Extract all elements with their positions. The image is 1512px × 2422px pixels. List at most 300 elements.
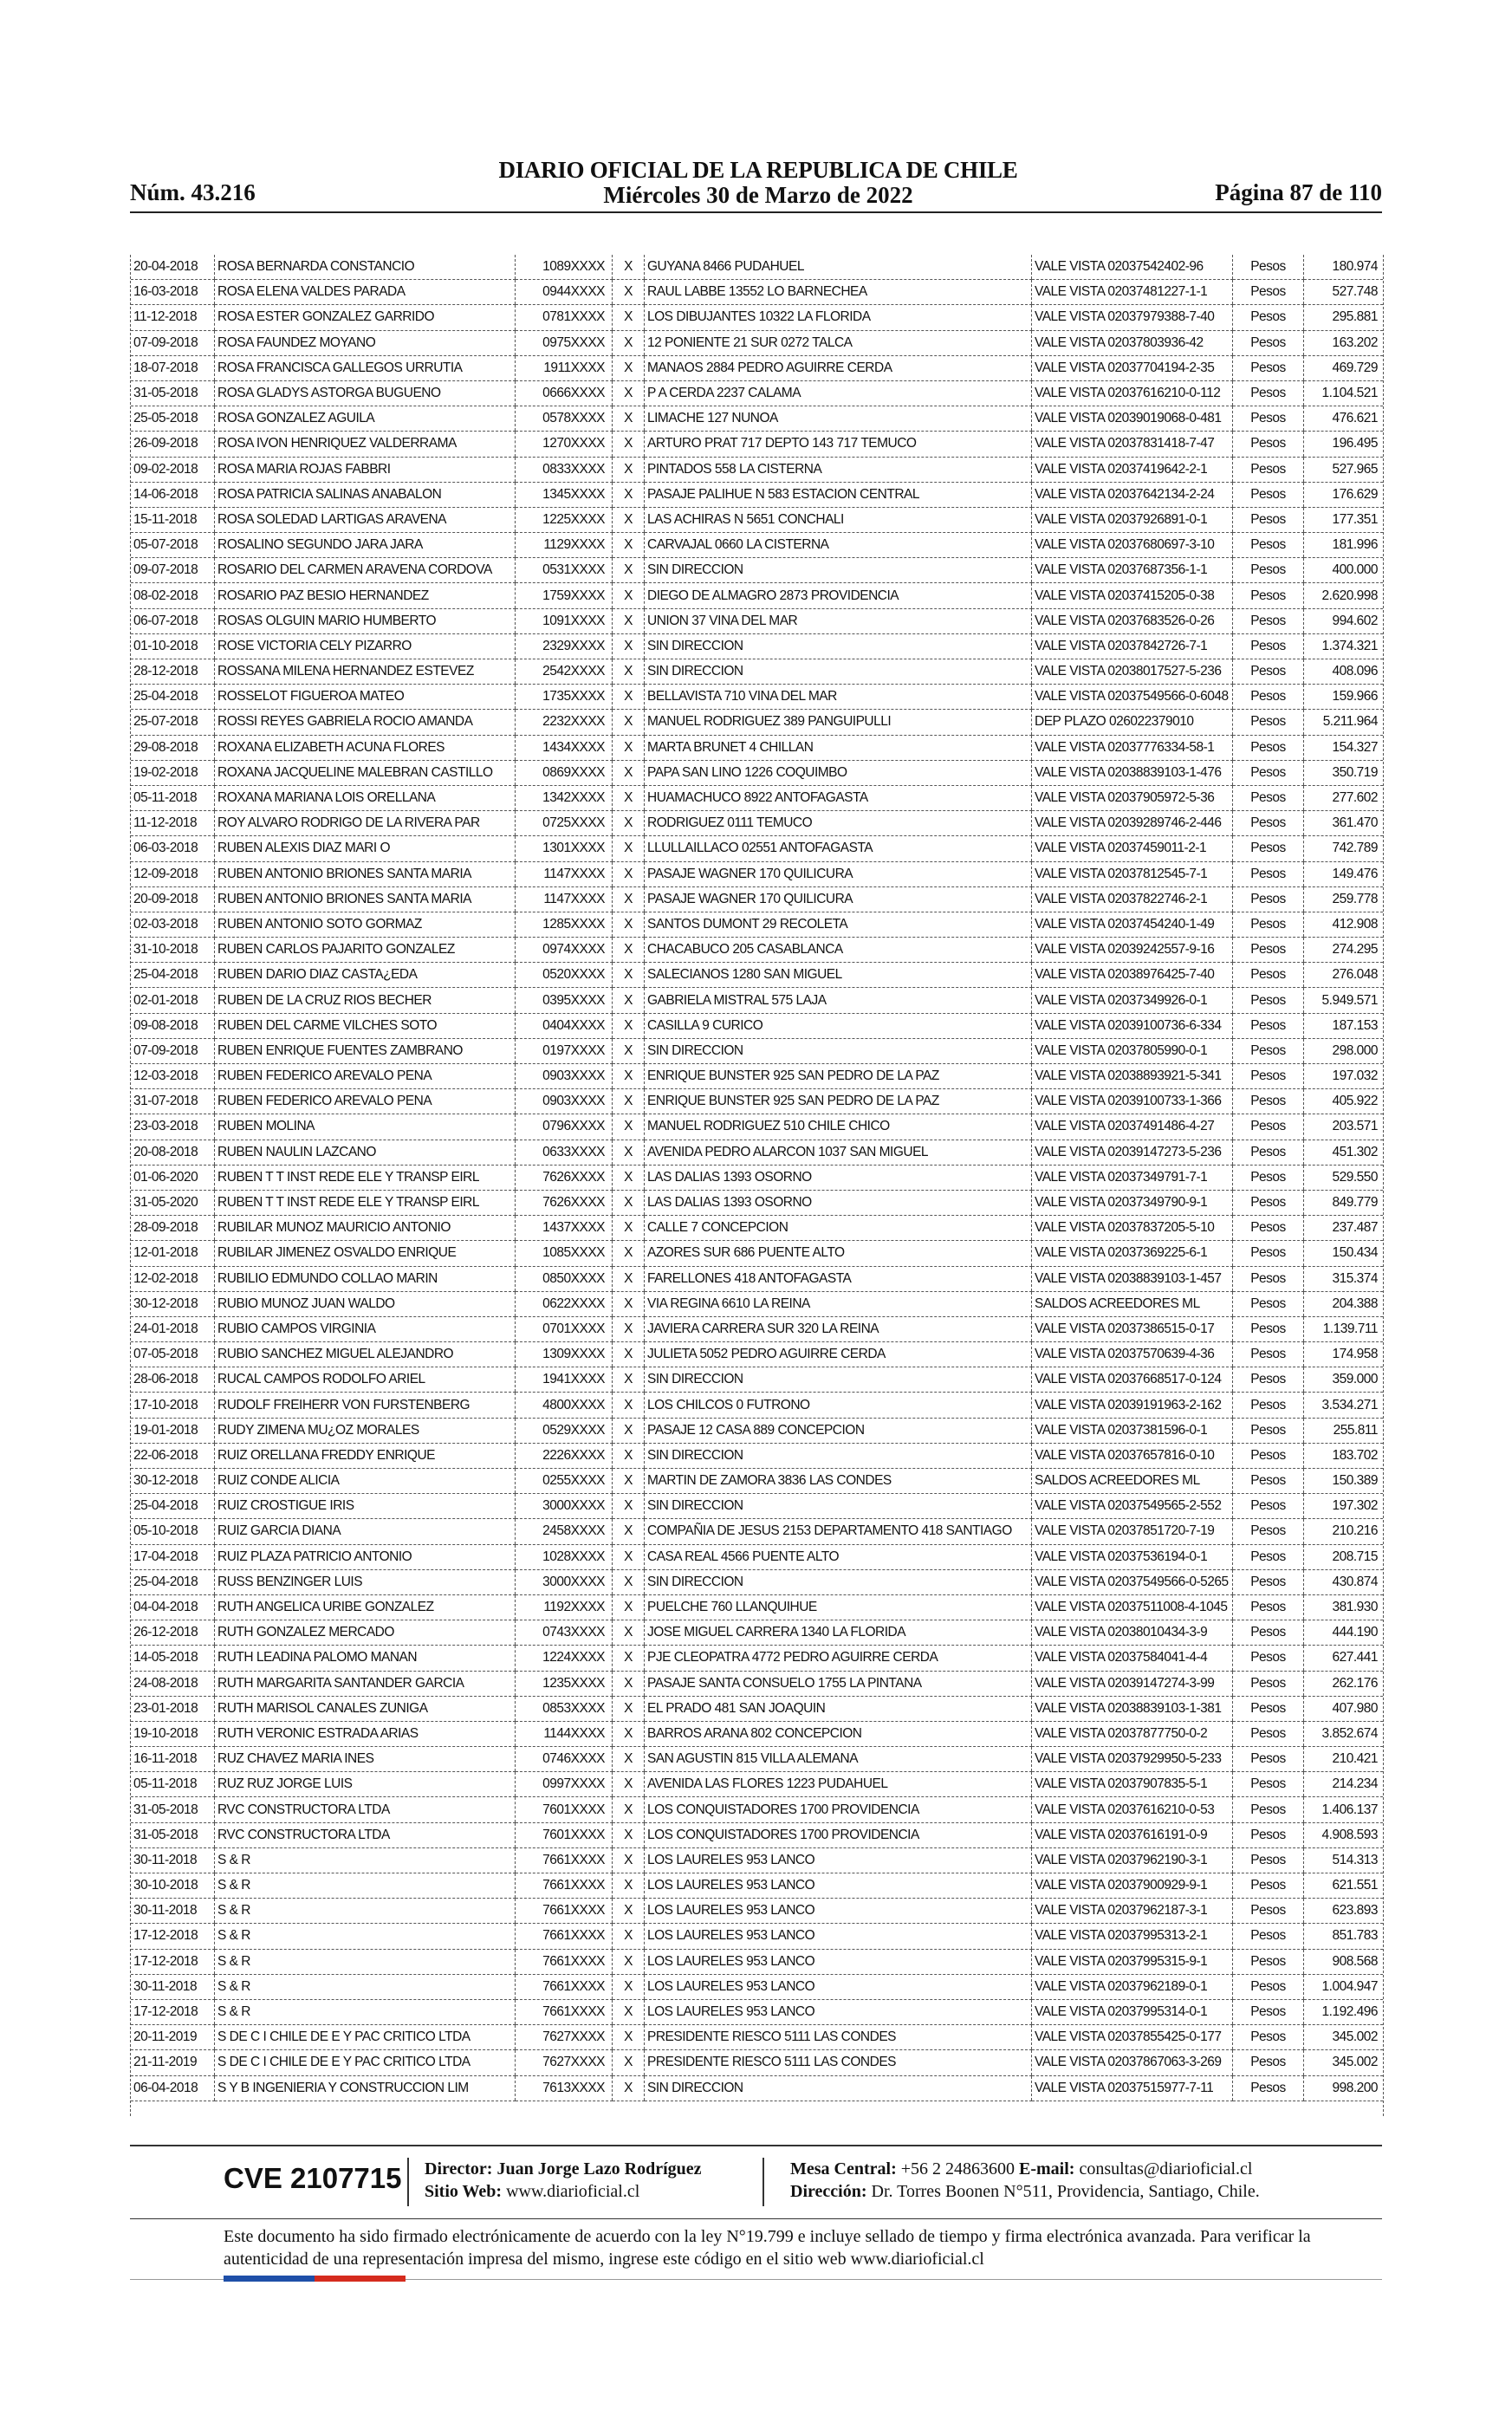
currency-cell: Pesos	[1233, 1190, 1304, 1215]
currency-cell: Pesos	[1233, 1847, 1304, 1873]
date-cell: 06-07-2018	[131, 608, 215, 633]
table-row	[131, 1140, 1383, 1165]
name-cell: ROSA PATRICIA SALINAS ANABALON	[215, 482, 516, 507]
amount-cell: 214.234	[1304, 1772, 1384, 1797]
currency-cell: Pesos	[1233, 305, 1304, 330]
address-cell: PASAJE SANTA CONSUELO 1755 LA PINTANA	[645, 1671, 1032, 1696]
name-cell: S & R	[215, 1974, 516, 1999]
document-cell: VALE VISTA 02038010434-3-9	[1032, 1620, 1233, 1646]
document-cell: VALE VISTA 02037803936-42	[1032, 330, 1233, 355]
date-cell: 11-12-2018	[131, 811, 215, 836]
amount-cell: 196.495	[1304, 432, 1384, 457]
currency-cell: Pesos	[1233, 659, 1304, 685]
rut-cell: 1434XXXX	[516, 735, 613, 760]
rut-cell: 1437XXXX	[516, 1216, 613, 1241]
mark-cell: X	[613, 1443, 645, 1468]
date-cell: 30-11-2018	[131, 1974, 215, 1999]
rut-cell: 1192XXXX	[516, 1594, 613, 1620]
mark-cell: X	[613, 811, 645, 836]
currency-cell: Pesos	[1233, 1646, 1304, 1671]
mark-cell: X	[613, 1418, 645, 1443]
flag-stripe-red	[315, 2276, 406, 2282]
name-cell: ROY ALVARO RODRIGO DE LA RIVERA PAR	[215, 811, 516, 836]
date-cell: 12-03-2018	[131, 1064, 215, 1089]
document-cell: VALE VISTA 02037668517-0-124	[1032, 1367, 1233, 1393]
mark-cell: X	[613, 886, 645, 912]
address-cell: LAS DALIAS 1393 OSORNO	[645, 1165, 1032, 1190]
document-cell: VALE VISTA 02037680697-3-10	[1032, 533, 1233, 558]
newspaper-title: DIARIO OFICIAL DE LA REPUBLICA DE CHILE	[498, 157, 1018, 183]
mark-cell: X	[613, 710, 645, 735]
address-cell: CASILLA 9 CURICO	[645, 1013, 1032, 1038]
date-cell: 01-10-2018	[131, 633, 215, 659]
name-cell: RUTH GONZALEZ MERCADO	[215, 1620, 516, 1646]
name-cell: ROSSELOT FIGUEROA MATEO	[215, 685, 516, 710]
address-cell: PRESIDENTE RIESCO 5111 LAS CONDES	[645, 2050, 1032, 2075]
name-cell: RUBEN FEDERICO AREVALO PENA	[215, 1089, 516, 1114]
name-cell: ROSA FAUNDEZ MOYANO	[215, 330, 516, 355]
name-cell: RUBIO SANCHEZ MIGUEL ALEJANDRO	[215, 1342, 516, 1367]
rut-cell: 1144XXXX	[516, 1721, 613, 1746]
name-cell: RUIZ PLAZA PATRICIO ANTONIO	[215, 1544, 516, 1569]
table-row	[131, 457, 1383, 482]
issue-number: Núm. 43.216	[130, 179, 256, 205]
date-cell: 05-07-2018	[131, 533, 215, 558]
name-cell: RUBILIO EDMUNDO COLLAO MARIN	[215, 1266, 516, 1291]
address-cell: JULIETA 5052 PEDRO AGUIRRE CERDA	[645, 1342, 1032, 1367]
currency-cell: Pesos	[1233, 811, 1304, 836]
amount-cell: 197.032	[1304, 1064, 1384, 1089]
amount-cell: 412.908	[1304, 912, 1384, 937]
date-cell: 25-04-2018	[131, 1494, 215, 1519]
date-cell: 02-03-2018	[131, 912, 215, 937]
document-cell: VALE VISTA 02038839103-1-381	[1032, 1696, 1233, 1721]
address-cell: SIN DIRECCION	[645, 633, 1032, 659]
amount-cell: 210.421	[1304, 1747, 1384, 1772]
address-cell: PRESIDENTE RIESCO 5111 LAS CONDES	[645, 2025, 1032, 2050]
mark-cell: X	[613, 633, 645, 659]
rut-cell: 1911XXXX	[516, 355, 613, 380]
currency-cell: Pesos	[1233, 558, 1304, 583]
name-cell: RUTH LEADINA PALOMO MANAN	[215, 1646, 516, 1671]
table-row	[131, 1646, 1383, 1671]
currency-cell: Pesos	[1233, 1140, 1304, 1165]
currency-cell: Pesos	[1233, 533, 1304, 558]
site-link[interactable]: www.diarioficial.cl	[506, 2182, 640, 2201]
amount-cell: 197.302	[1304, 1494, 1384, 1519]
name-cell: S & R	[215, 1949, 516, 1974]
table-row	[131, 912, 1383, 937]
mark-cell: X	[613, 836, 645, 861]
footer-separator	[762, 2158, 764, 2206]
date-cell: 19-01-2018	[131, 1418, 215, 1443]
rut-cell: 0666XXXX	[516, 380, 613, 406]
date-cell: 04-04-2018	[131, 1594, 215, 1620]
mark-cell: X	[613, 1747, 645, 1772]
document-cell: VALE VISTA 02037616210-0-112	[1032, 380, 1233, 406]
address-cell: SIN DIRECCION	[645, 1494, 1032, 1519]
rut-cell: 1309XXXX	[516, 1342, 613, 1367]
amount-cell: 851.783	[1304, 1924, 1384, 1949]
currency-cell: Pesos	[1233, 1797, 1304, 1822]
amount-cell: 908.568	[1304, 1949, 1384, 1974]
amount-cell: 514.313	[1304, 1847, 1384, 1873]
currency-cell: Pesos	[1233, 1494, 1304, 1519]
name-cell: RVC CONSTRUCTORA LTDA	[215, 1797, 516, 1822]
rut-cell: 0997XXXX	[516, 1772, 613, 1797]
mark-cell: X	[613, 1772, 645, 1797]
date-cell: 05-11-2018	[131, 1772, 215, 1797]
amount-cell: 1.374.321	[1304, 633, 1384, 659]
table-row	[131, 1847, 1383, 1873]
rut-cell: 1301XXXX	[516, 836, 613, 861]
currency-cell: Pesos	[1233, 760, 1304, 785]
name-cell: RUBEN ENRIQUE FUENTES ZAMBRANO	[215, 1038, 516, 1063]
amount-cell: 527.748	[1304, 280, 1384, 305]
name-cell: RUBEN NAULIN LAZCANO	[215, 1140, 516, 1165]
date-cell: 14-06-2018	[131, 482, 215, 507]
table-row	[131, 735, 1383, 760]
currency-cell: Pesos	[1233, 1594, 1304, 1620]
document-cell: VALE VISTA 02037926891-0-1	[1032, 507, 1233, 532]
table-row	[131, 785, 1383, 810]
director-name: Juan Jorge Lazo Rodríguez	[496, 2159, 702, 2179]
address-cell: MARTA BRUNET 4 CHILLAN	[645, 735, 1032, 760]
amount-cell: 627.441	[1304, 1646, 1384, 1671]
email-link[interactable]: consultas@diarioficial.cl	[1079, 2159, 1253, 2179]
amount-cell: 469.729	[1304, 355, 1384, 380]
table-row	[131, 1316, 1383, 1341]
document-cell: VALE VISTA 02039289746-2-446	[1032, 811, 1233, 836]
rut-cell: 0531XXXX	[516, 558, 613, 583]
address-cell: LOS CHILCOS 0 FUTRONO	[645, 1393, 1032, 1418]
address-cell: CARVAJAL 0660 LA CISTERNA	[645, 533, 1032, 558]
address-cell: DIEGO DE ALMAGRO 2873 PROVIDENCIA	[645, 583, 1032, 608]
mark-cell: X	[613, 1519, 645, 1544]
rut-cell: 1735XXXX	[516, 685, 613, 710]
table-row	[131, 482, 1383, 507]
currency-cell: Pesos	[1233, 1316, 1304, 1341]
document-cell: VALE VISTA 02037386515-0-17	[1032, 1316, 1233, 1341]
mark-cell: X	[613, 1165, 645, 1190]
mark-cell: X	[613, 1241, 645, 1266]
mark-cell: X	[613, 355, 645, 380]
currency-cell: Pesos	[1233, 1443, 1304, 1468]
mark-cell: X	[613, 255, 645, 280]
address-cell: LOS LAURELES 953 LANCO	[645, 1949, 1032, 1974]
rut-cell: 0833XXXX	[516, 457, 613, 482]
table-row	[131, 1924, 1383, 1949]
currency-cell: Pesos	[1233, 1747, 1304, 1772]
name-cell: RUTH ANGELICA URIBE GONZALEZ	[215, 1594, 516, 1620]
date-cell: 30-10-2018	[131, 1873, 215, 1899]
amount-cell: 295.881	[1304, 305, 1384, 330]
table-row	[131, 1544, 1383, 1569]
address-cell: LOS CONQUISTADORES 1700 PROVIDENCIA	[645, 1797, 1032, 1822]
currency-cell: Pesos	[1233, 685, 1304, 710]
amount-cell: 149.476	[1304, 861, 1384, 886]
table-row	[131, 1747, 1383, 1772]
rut-cell: 0529XXXX	[516, 1418, 613, 1443]
address-cell: LOS LAURELES 953 LANCO	[645, 1899, 1032, 1924]
legal-notice: Este documento ha sido firmado electrónicamente de acuerdo con la ley N°19.799 e incluye sellado de tiempo y firma electrónica avanzada. Para verificar la autenticidad de una representación impresa del mismo, ingrese este código en el sitio web www.diarioficial.cl	[224, 2227, 1311, 2269]
address-cell: AVENIDA PEDRO ALARCON 1037 SAN MIGUEL	[645, 1140, 1032, 1165]
address-cell: JAVIERA CARRERA SUR 320 LA REINA	[645, 1316, 1032, 1341]
amount-cell: 208.715	[1304, 1544, 1384, 1569]
table-row	[131, 1241, 1383, 1266]
table-row	[131, 2025, 1383, 2050]
address-cell: SIN DIRECCION	[645, 1569, 1032, 1594]
document-cell: VALE VISTA 02037704194-2-35	[1032, 355, 1233, 380]
rut-cell: 7661XXXX	[516, 1999, 613, 2024]
name-cell: ROSA MARIA ROJAS FABBRI	[215, 457, 516, 482]
name-cell: RUSS BENZINGER LUIS	[215, 1569, 516, 1594]
address-cell: GUYANA 8466 PUDAHUEL	[645, 255, 1032, 280]
name-cell: ROSA GONZALEZ AGUILA	[215, 406, 516, 432]
document-cell: VALE VISTA 02037776334-58-1	[1032, 735, 1233, 760]
table-row	[131, 760, 1383, 785]
name-cell: S DE C I CHILE DE E Y PAC CRITICO LTDA	[215, 2025, 516, 2050]
document-cell: VALE VISTA 02037511008-4-1045	[1032, 1594, 1233, 1620]
amount-cell: 3.852.674	[1304, 1721, 1384, 1746]
table-row	[131, 685, 1383, 710]
amount-cell: 5.949.571	[1304, 988, 1384, 1013]
page-number: Página 87 de 110	[1215, 179, 1382, 205]
currency-cell: Pesos	[1233, 963, 1304, 988]
currency-cell: Pesos	[1233, 1899, 1304, 1924]
currency-cell: Pesos	[1233, 1544, 1304, 1569]
director-block	[425, 2158, 702, 2203]
name-cell: ROXANA ELIZABETH ACUNA FLORES	[215, 735, 516, 760]
currency-cell: Pesos	[1233, 2025, 1304, 2050]
date-cell: 28-06-2018	[131, 1367, 215, 1393]
mark-cell: X	[613, 735, 645, 760]
amount-cell: 430.874	[1304, 1569, 1384, 1594]
cve-code: CVE 2107715	[224, 2162, 402, 2194]
table-row	[131, 2050, 1383, 2075]
rut-cell: 1224XXXX	[516, 1646, 613, 1671]
date-cell: 26-09-2018	[131, 432, 215, 457]
amount-cell: 315.374	[1304, 1266, 1384, 1291]
amount-cell: 274.295	[1304, 938, 1384, 963]
address-cell: MARTIN DE ZAMORA 3836 LAS CONDES	[645, 1469, 1032, 1494]
date-cell: 28-12-2018	[131, 659, 215, 685]
mark-cell: X	[613, 1646, 645, 1671]
address-cell: MANUEL RODRIGUEZ 510 CHILE CHICO	[645, 1114, 1032, 1140]
table-row	[131, 1594, 1383, 1620]
currency-cell: Pesos	[1233, 1013, 1304, 1038]
currency-cell: Pesos	[1233, 735, 1304, 760]
date-cell: 17-10-2018	[131, 1393, 215, 1418]
date-cell: 21-11-2019	[131, 2050, 215, 2075]
rut-cell: 0796XXXX	[516, 1114, 613, 1140]
amount-cell: 345.002	[1304, 2050, 1384, 2075]
amount-cell: 994.602	[1304, 608, 1384, 633]
mark-cell: X	[613, 988, 645, 1013]
document-cell: VALE VISTA 02039019068-0-481	[1032, 406, 1233, 432]
document-cell: VALE VISTA 02037995313-2-1	[1032, 1924, 1233, 1949]
mark-cell: X	[613, 507, 645, 532]
address-cell: SIN DIRECCION	[645, 1038, 1032, 1063]
document-cell: VALE VISTA 02037683526-0-26	[1032, 608, 1233, 633]
document-cell: VALE VISTA 02037905972-5-36	[1032, 785, 1233, 810]
amount-cell: 187.153	[1304, 1013, 1384, 1038]
table-row	[131, 836, 1383, 861]
document-cell: VALE VISTA 02037415205-0-38	[1032, 583, 1233, 608]
amount-cell: 408.096	[1304, 659, 1384, 685]
amount-cell: 154.327	[1304, 735, 1384, 760]
rut-cell: 0255XXXX	[516, 1469, 613, 1494]
document-cell: VALE VISTA 02037687356-1-1	[1032, 558, 1233, 583]
document-cell: VALE VISTA 02037584041-4-4	[1032, 1646, 1233, 1671]
rut-cell: 7601XXXX	[516, 1797, 613, 1822]
mark-cell: X	[613, 1924, 645, 1949]
mark-cell: X	[613, 1974, 645, 1999]
rut-cell: 7627XXXX	[516, 2050, 613, 2075]
rut-cell: 7661XXXX	[516, 1847, 613, 1873]
rut-cell: 0850XXXX	[516, 1266, 613, 1291]
currency-cell: Pesos	[1233, 836, 1304, 861]
address-cell: LAS DALIAS 1393 OSORNO	[645, 1190, 1032, 1215]
table-row	[131, 1696, 1383, 1721]
table-row	[131, 1291, 1383, 1316]
mark-cell: X	[613, 482, 645, 507]
document-cell: VALE VISTA 02037642134-2-24	[1032, 482, 1233, 507]
date-cell: 09-07-2018	[131, 558, 215, 583]
name-cell: ROXANA MARIANA LOIS ORELLANA	[215, 785, 516, 810]
document-cell: VALE VISTA 02037962190-3-1	[1032, 1847, 1233, 1873]
table-row	[131, 608, 1383, 633]
mark-cell: X	[613, 1393, 645, 1418]
amount-cell: 262.176	[1304, 1671, 1384, 1696]
rut-cell: 0725XXXX	[516, 811, 613, 836]
document-cell: VALE VISTA 02037616210-0-53	[1032, 1797, 1233, 1822]
rut-cell: 2329XXXX	[516, 633, 613, 659]
date-cell: 20-08-2018	[131, 1140, 215, 1165]
name-cell: S & R	[215, 1873, 516, 1899]
mark-cell: X	[613, 330, 645, 355]
amount-cell: 998.200	[1304, 2075, 1384, 2101]
amount-cell: 180.974	[1304, 255, 1384, 280]
amount-cell: 1.004.947	[1304, 1974, 1384, 1999]
document-cell: VALE VISTA 02037831418-7-47	[1032, 432, 1233, 457]
table-row	[131, 811, 1383, 836]
name-cell: RUDY ZIMENA MU¿OZ MORALES	[215, 1418, 516, 1443]
mark-cell: X	[613, 1620, 645, 1646]
document-cell: DEP PLAZO 026022379010	[1032, 710, 1233, 735]
mark-cell: X	[613, 457, 645, 482]
name-cell: ROSARIO DEL CARMEN ARAVENA CORDOVA	[215, 558, 516, 583]
address-cell: SALECIANOS 1280 SAN MIGUEL	[645, 963, 1032, 988]
name-cell: RUBEN DARIO DIAZ CASTA¿EDA	[215, 963, 516, 988]
address-cell: JOSE MIGUEL CARRERA 1340 LA FLORIDA	[645, 1620, 1032, 1646]
date-cell: 05-11-2018	[131, 785, 215, 810]
table-row	[131, 988, 1383, 1013]
document-cell: VALE VISTA 02037381596-0-1	[1032, 1418, 1233, 1443]
mark-cell: X	[613, 1190, 645, 1215]
rut-cell: 7626XXXX	[516, 1190, 613, 1215]
name-cell: RUBEN ANTONIO SOTO GORMAZ	[215, 912, 516, 937]
table-row	[131, 1797, 1383, 1822]
mark-cell: X	[613, 1013, 645, 1038]
mark-cell: X	[613, 2075, 645, 2101]
rut-cell: 1129XXXX	[516, 533, 613, 558]
date-cell: 12-01-2018	[131, 1241, 215, 1266]
amount-cell: 359.000	[1304, 1367, 1384, 1393]
address-cell: SIN DIRECCION	[645, 1367, 1032, 1393]
document-cell: VALE VISTA 02037851720-7-19	[1032, 1519, 1233, 1544]
address-cell: HUAMACHUCO 8922 ANTOFAGASTA	[645, 785, 1032, 810]
currency-cell: Pesos	[1233, 1949, 1304, 1974]
currency-cell: Pesos	[1233, 1216, 1304, 1241]
document-cell: VALE VISTA 02037822746-2-1	[1032, 886, 1233, 912]
currency-cell: Pesos	[1233, 2075, 1304, 2101]
mark-cell: X	[613, 1696, 645, 1721]
table-row	[131, 1367, 1383, 1393]
address-cell: LOS LAURELES 953 LANCO	[645, 1847, 1032, 1873]
address-cell: UNION 37 VINA DEL MAR	[645, 608, 1032, 633]
address-cell: LOS LAURELES 953 LANCO	[645, 1873, 1032, 1899]
currency-cell: Pesos	[1233, 633, 1304, 659]
mark-cell: X	[613, 1822, 645, 1847]
currency-cell: Pesos	[1233, 1721, 1304, 1746]
currency-cell: Pesos	[1233, 1671, 1304, 1696]
name-cell: RUBEN ANTONIO BRIONES SANTA MARIA	[215, 886, 516, 912]
name-cell: RUBEN FEDERICO AREVALO PENA	[215, 1064, 516, 1089]
address-cell: EL PRADO 481 SAN JOAQUIN	[645, 1696, 1032, 1721]
currency-cell: Pesos	[1233, 1974, 1304, 1999]
document-cell: VALE VISTA 02039191963-2-162	[1032, 1393, 1233, 1418]
document-cell: VALE VISTA 02037907835-5-1	[1032, 1772, 1233, 1797]
currency-cell: Pesos	[1233, 1241, 1304, 1266]
address-cell: VIA REGINA 6610 LA REINA	[645, 1291, 1032, 1316]
name-cell: RUBIO MUNOZ JUAN WALDO	[215, 1291, 516, 1316]
date-cell: 23-03-2018	[131, 1114, 215, 1140]
date-cell: 30-11-2018	[131, 1899, 215, 1924]
date-cell: 08-02-2018	[131, 583, 215, 608]
date-cell: 31-05-2018	[131, 1797, 215, 1822]
name-cell: RUZ RUZ JORGE LUIS	[215, 1772, 516, 1797]
document-cell: VALE VISTA 02039100733-1-366	[1032, 1089, 1233, 1114]
document-cell: VALE VISTA 02037570639-4-36	[1032, 1342, 1233, 1367]
currency-cell: Pesos	[1233, 432, 1304, 457]
name-cell: ROSA FRANCISCA GALLEGOS URRUTIA	[215, 355, 516, 380]
address-cell: CHACABUCO 205 CASABLANCA	[645, 938, 1032, 963]
table-row	[131, 280, 1383, 305]
address-cell: PASAJE WAGNER 170 QUILICURA	[645, 886, 1032, 912]
amount-cell: 174.958	[1304, 1342, 1384, 1367]
document-cell: VALE VISTA 02038976425-7-40	[1032, 963, 1233, 988]
currency-cell: Pesos	[1233, 1696, 1304, 1721]
currency-cell: Pesos	[1233, 583, 1304, 608]
name-cell: S & R	[215, 1899, 516, 1924]
currency-cell: Pesos	[1233, 938, 1304, 963]
mark-cell: X	[613, 760, 645, 785]
rut-cell: 0944XXXX	[516, 280, 613, 305]
mesa-label: Mesa Central:	[790, 2159, 897, 2179]
amount-cell: 177.351	[1304, 507, 1384, 532]
currency-cell: Pesos	[1233, 457, 1304, 482]
masthead	[416, 158, 1100, 208]
document-cell: VALE VISTA 02039100736-6-334	[1032, 1013, 1233, 1038]
amount-cell: 181.996	[1304, 533, 1384, 558]
mark-cell: X	[613, 608, 645, 633]
currency-cell: Pesos	[1233, 1620, 1304, 1646]
address-cell: FARELLONES 418 ANTOFAGASTA	[645, 1266, 1032, 1291]
amount-cell: 204.388	[1304, 1291, 1384, 1316]
mark-cell: X	[613, 1089, 645, 1114]
date-cell: 12-02-2018	[131, 1266, 215, 1291]
